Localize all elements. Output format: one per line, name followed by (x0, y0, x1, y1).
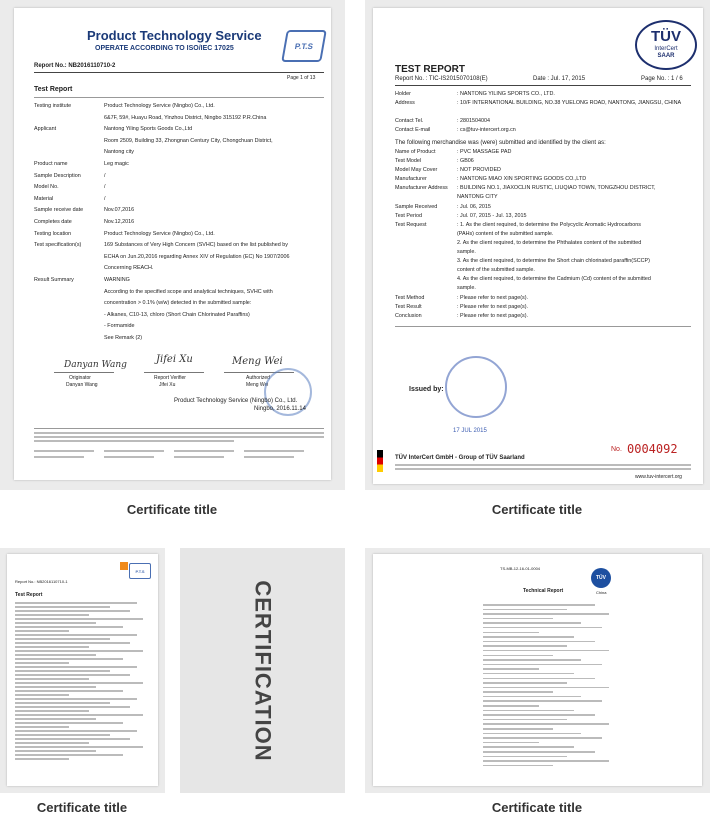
divider (144, 372, 204, 373)
signer-role: Authorized (246, 375, 270, 381)
field-label: Test Request (395, 221, 427, 228)
field-label: Result Summary (34, 276, 74, 283)
field-row (34, 136, 324, 148)
serial-number: 0004092 (627, 442, 678, 456)
signer-name: Meng Wei (246, 382, 269, 388)
field-row (395, 257, 691, 266)
certificate-document-4[interactable] (373, 554, 702, 786)
footer-text (395, 464, 691, 466)
field-label: Test Result (395, 303, 422, 310)
field-value: : 10/F INTERNATIONAL BUILDING, NO.38 YUELONG ROAD, NANTONG, JIANGSU, CHINA (457, 100, 682, 106)
document-text-line (483, 682, 567, 684)
document-text-line (483, 613, 609, 615)
document-text-line (483, 696, 581, 698)
cert3-report-no: Report No.: NB2016110710-1 (15, 579, 68, 584)
certificate-document-2[interactable] (373, 8, 703, 484)
caption-1: Certificate title (126, 502, 218, 517)
document-text-line (483, 705, 539, 707)
cert1-subtitle: OPERATE ACCORDING TO ISO/IEC 17025 (95, 45, 234, 52)
footer-text (34, 450, 94, 452)
document-text-line (15, 642, 130, 644)
document-text-line (15, 670, 110, 672)
footer-text (104, 456, 154, 458)
field-value: Nantong Yiling Sports Goods Co.,Ltd (104, 126, 193, 133)
document-text-line (483, 673, 574, 675)
document-text-line (15, 750, 96, 752)
cert4-heading: Technical Report (523, 588, 564, 594)
field-value: : NANTONG MIAO XIN SPORTING GOODS CO.,LTD (457, 176, 587, 183)
document-text-line (15, 694, 69, 696)
field-row (395, 157, 691, 166)
german-flag (377, 450, 383, 472)
document-text-line (15, 686, 96, 688)
document-text-line (483, 733, 581, 735)
footer-web: www.tuv-intercert.org (635, 474, 682, 480)
field-row (34, 229, 324, 241)
document-text-line (15, 666, 137, 668)
divider (54, 372, 114, 373)
document-text-line (483, 632, 539, 634)
field-label: Test specification(s) (34, 242, 82, 249)
field-row (395, 212, 691, 221)
field-row (34, 101, 324, 113)
footer-text (395, 468, 691, 470)
field-label: Model No. (34, 184, 59, 191)
field-row (34, 194, 324, 206)
field-label: Sample receive date (34, 207, 84, 214)
signer-name: Danyan Wang (66, 382, 98, 388)
cert2-holder-fields (395, 90, 691, 135)
field-row (34, 171, 324, 183)
pts-logo-text: P.T.S (294, 41, 314, 51)
signature-authorized: Meng Wei (232, 356, 283, 367)
field-value: 6&7F, 59#, Huayu Road, Yinzhou District, Ningbo 315192 P.R.China (104, 114, 267, 121)
cert1-heading: Test Report (34, 86, 73, 93)
field-value: / (104, 172, 106, 179)
field-value: / (104, 195, 106, 202)
cert3-heading: Test Report (15, 592, 43, 598)
field-value: Product Technology Service (Ningbo) Co., Ltd. (104, 103, 215, 109)
cert2-heading: TEST REPORT (395, 64, 466, 75)
document-text-line (15, 730, 137, 732)
field-row (34, 124, 324, 136)
field-value: : Jul. 07, 2015 - Jul. 13, 2015 (457, 212, 527, 219)
document-text-line (15, 618, 143, 620)
field-value: - Formamide (104, 323, 135, 330)
certificate-document-3[interactable] (7, 554, 158, 786)
document-text-line (483, 678, 595, 680)
field-value: 4. As the client required, to determine the Cadmium (Cd) content of the submitted (457, 276, 651, 283)
field-value: 2. As the client required, to determine the Phthalates content of the submitted (457, 239, 642, 246)
field-row (34, 333, 324, 345)
document-text-line (483, 668, 539, 670)
cert2-intro: The following merchandise was (were) submitted and identified by the client as: (395, 140, 606, 146)
document-text-line (15, 690, 123, 692)
cert1-fields (34, 101, 324, 344)
certificate-tile-4 (365, 548, 710, 793)
field-label: Test Model (395, 158, 422, 165)
document-text-line (15, 722, 123, 724)
field-value: According to the specified scope and analytical techniques, SVHC with (104, 288, 273, 295)
pts-logo (281, 30, 327, 62)
stamp-date: 17 JUL 2015 (453, 428, 487, 434)
tuv-china-logo (591, 568, 611, 588)
field-row (34, 217, 324, 229)
field-label: Material (34, 195, 54, 202)
document-text-line (15, 650, 143, 652)
cert4-report-no: TS-MB-12-16-01-0004 (500, 566, 541, 571)
tuv-logo-saar: SAAR (657, 53, 675, 59)
divider (34, 97, 324, 98)
field-row (34, 275, 324, 287)
field-row (34, 310, 324, 322)
field-value: WARNING (104, 276, 130, 283)
field-row (395, 90, 691, 99)
field-row (395, 266, 691, 275)
field-row (34, 287, 324, 299)
document-text-line (483, 645, 567, 647)
field-row (395, 221, 691, 230)
footer-company: TÜV InterCert GmbH - Group of TÜV Saarland (395, 455, 525, 461)
field-label: Applicant (34, 126, 57, 133)
field-value: : Please refer to next page(s). (457, 312, 529, 319)
document-text-line (483, 609, 567, 611)
field-row (34, 182, 324, 194)
field-row (395, 184, 691, 193)
issued-by: Issued by: (409, 386, 444, 393)
document-text-line (15, 746, 143, 748)
field-value: : Jul. 06, 2015 (457, 203, 491, 210)
document-text-line (15, 702, 110, 704)
field-label: Test Period (395, 212, 422, 219)
field-row (395, 239, 691, 248)
field-row (395, 284, 691, 293)
cert1-company-line: Product Technology Service (Ningbo) Co., Ltd. (174, 398, 298, 404)
divider (395, 85, 691, 86)
document-text-line (15, 646, 89, 648)
field-value: - Alkanes, C10-13, chloro (Short Chain Chlorinated Paraffins) (104, 311, 250, 318)
document-text-line (15, 706, 130, 708)
field-value: : BUILDING NO.1, JIAXOCLIN RUSTIC, LIUQIAO TOWN, TONGZHOU DISTRICT, (457, 185, 656, 192)
field-value: : cs@tuv-intercert.org.cn (457, 127, 516, 133)
document-text-line (483, 618, 553, 620)
field-label: Product name (34, 160, 68, 167)
field-value: Product Technology Service (Ningbo) Co., Ltd. (104, 230, 215, 237)
field-value: : NOT PROVIDED (457, 167, 501, 174)
document-text-line (483, 655, 553, 657)
document-text-line (15, 662, 69, 664)
document-text-line (483, 687, 609, 689)
field-value: : 2801504004 (457, 118, 490, 124)
field-value: : Please refer to next page(s). (457, 303, 529, 310)
document-text-line (15, 626, 123, 628)
document-text-line (483, 604, 595, 606)
field-label: Model May Cover (395, 167, 438, 174)
footer-text (174, 450, 234, 452)
document-text-line (15, 610, 130, 612)
field-row (34, 263, 324, 275)
footer-text (244, 450, 304, 452)
divider (34, 428, 324, 429)
document-text-line (15, 678, 89, 680)
tuv-logo-text: TÜV (651, 28, 681, 45)
document-text-line (483, 756, 567, 758)
field-row (34, 252, 324, 264)
cert2-product-fields (395, 148, 691, 321)
field-value: See Remark (2) (104, 334, 143, 341)
document-text-line (15, 614, 89, 616)
cert3-fields (15, 602, 150, 762)
document-text-line (483, 723, 609, 725)
field-value: : GB06 (457, 158, 474, 165)
field-label: Contact E-mail (395, 127, 431, 133)
document-text-line (483, 641, 595, 643)
tuv-logo-sub: InterCert (654, 46, 678, 52)
field-row (395, 230, 691, 239)
document-text-line (15, 634, 137, 636)
signature-originator: Danyan Wang (64, 360, 127, 370)
field-row (34, 113, 324, 125)
field-label: Conclusion (395, 312, 422, 319)
document-text-line (483, 622, 581, 624)
document-text-line (483, 760, 609, 762)
field-label: Testing location (34, 230, 72, 237)
cert1-city: Ningbo, 2016.11.14 (254, 406, 306, 412)
field-value: Nov.07,2016 (104, 207, 135, 214)
certification-label: CERTIFICATION (250, 579, 276, 762)
field-value: : 1. As the client required, to determine the Polycyclic Aromatic Hydrocarbons (457, 221, 641, 228)
tuv-china-logo-text: TÜV (596, 575, 606, 581)
field-label: Testing institute (34, 103, 72, 109)
field-row (395, 166, 691, 175)
pts-logo-small-text: P.T.S (135, 568, 145, 574)
field-row (395, 117, 691, 126)
document-text-line (15, 682, 143, 684)
field-value: : PVC MASSAGE PAD (457, 149, 512, 155)
cert2-date: Date : Jul. 17, 2015 (533, 76, 586, 82)
field-value: (PAHs) content of the submitted sample. (457, 230, 554, 237)
signer-role: Report Verifier (154, 375, 186, 381)
field-row (34, 240, 324, 252)
field-value: sample. (457, 249, 476, 256)
field-value: Leg magic (104, 160, 129, 167)
signer-role: Originator (69, 375, 91, 381)
certificate-document-1[interactable] (14, 8, 331, 480)
document-text-line (483, 719, 567, 721)
document-text-line (15, 602, 137, 604)
document-text-line (15, 674, 130, 676)
orange-badge (120, 562, 128, 570)
serial-prefix: No. (611, 446, 622, 453)
certificate-tile-2 (365, 0, 710, 490)
field-value: NANTONG CITY (457, 194, 498, 201)
certification-label-tile (180, 548, 345, 793)
document-text-line (15, 714, 143, 716)
field-row (34, 205, 324, 217)
cert1-page: Page 1 of 13 (287, 75, 316, 81)
field-label: Manufacturer Address (395, 185, 448, 192)
document-text-line (483, 728, 553, 730)
field-row (395, 193, 691, 202)
field-row (395, 275, 691, 284)
field-value: 3. As the client required, to determine the Short chain chlorinated paraffin(SCCP) (457, 258, 650, 265)
document-text-line (15, 654, 96, 656)
document-text-line (483, 710, 574, 712)
document-text-line (15, 698, 137, 700)
caption-2: Certificate title (491, 502, 583, 517)
cert4-fields (483, 604, 623, 769)
footer-text (244, 456, 294, 458)
signer-name: Jifei Xu (159, 382, 176, 388)
document-text-line (483, 714, 595, 716)
caption-3: Certificate title (36, 800, 128, 815)
caption-4: Certificate title (491, 800, 583, 815)
document-text-line (483, 627, 602, 629)
field-row (395, 248, 691, 257)
document-text-line (15, 622, 96, 624)
document-text-line (483, 742, 539, 744)
document-text-line (483, 737, 602, 739)
tuv-logo (635, 20, 697, 70)
field-row (395, 108, 691, 117)
field-row (395, 175, 691, 184)
document-text-line (15, 734, 110, 736)
disclaimer-text (34, 436, 324, 438)
disclaimer-text (34, 440, 234, 442)
document-text-line (15, 738, 130, 740)
field-value: : Please refer to next page(s). (457, 294, 529, 301)
field-label: Address (395, 100, 415, 106)
field-value: sample. (457, 285, 476, 292)
field-label: Contact Tel. (395, 118, 424, 124)
field-value: 169 Substances of Very High Concern (SVHC) based on the list published by (104, 242, 288, 249)
document-text-line (483, 664, 602, 666)
field-label: Name of Product (395, 149, 436, 155)
field-value: content of the submitted sample. (457, 267, 535, 274)
document-text-line (15, 658, 123, 660)
certificate-tile-3 (0, 548, 165, 793)
field-value: Room 2509, Building 33, Zhongnan Century City, Chongchuan District, (104, 137, 273, 144)
footer-text (174, 456, 224, 458)
document-text-line (15, 726, 69, 728)
document-text-line (15, 710, 89, 712)
field-value: Nantong city (104, 149, 134, 156)
document-text-line (483, 636, 574, 638)
field-row (395, 312, 691, 321)
divider (34, 72, 324, 73)
cert4-logo-caption: China (596, 590, 607, 595)
field-label: Test Method (395, 294, 425, 301)
field-value: Concerning REACH. (104, 265, 154, 272)
field-row (395, 303, 691, 312)
cert2-page: Page No. : 1 / 6 (641, 76, 683, 82)
field-row (34, 159, 324, 171)
field-value: / (104, 184, 106, 191)
signature-verifier: Jifei Xu (156, 354, 193, 365)
document-text-line (483, 659, 581, 661)
field-row (395, 148, 691, 157)
document-text-line (15, 754, 123, 756)
divider (395, 326, 691, 327)
footer-text (34, 456, 84, 458)
field-row (395, 126, 691, 135)
cert1-title: Product Technology Service (87, 28, 262, 43)
pts-logo-small (129, 563, 151, 579)
document-text-line (483, 691, 553, 693)
field-value: ECHA on Jun.20,2016 regarding Annex XIV of Regulation (EC) No 1907/2006 (104, 253, 290, 260)
field-label: Sample Description (34, 172, 81, 179)
field-label: Manufacturer (395, 176, 427, 183)
document-text-line (15, 742, 89, 744)
document-text-line (15, 718, 96, 720)
field-label: Holder (395, 91, 411, 97)
document-text-line (15, 630, 69, 632)
disclaimer-text (34, 432, 324, 434)
field-value: concentration > 0.1% (w/w) detected in the submitted sample: (104, 300, 252, 307)
footer-text (104, 450, 164, 452)
document-text-line (483, 650, 609, 652)
certificate-tile-1 (0, 0, 345, 490)
document-text-line (15, 638, 110, 640)
field-label: Completes date (34, 218, 72, 225)
field-value: Nov.12,2016 (104, 218, 135, 225)
document-text-line (483, 746, 574, 748)
document-text-line (483, 700, 602, 702)
field-row (395, 203, 691, 212)
field-value: : NANTONG YILING SPORTS CO., LTD. (457, 91, 555, 97)
field-label: Sample Received (395, 203, 438, 210)
cert1-report-no: Report No.: NB2016110710-2 (34, 63, 116, 69)
field-row (34, 321, 324, 333)
document-text-line (483, 751, 595, 753)
field-row (395, 99, 691, 108)
field-row (34, 298, 324, 310)
document-text-line (15, 606, 110, 608)
cert2-report-no: Report No. : TIC-IS2015070108(E) (395, 76, 488, 82)
tuv-stamp (445, 356, 507, 418)
field-row (395, 294, 691, 303)
document-text-line (15, 758, 69, 760)
document-text-line (483, 765, 553, 767)
field-row (34, 147, 324, 159)
